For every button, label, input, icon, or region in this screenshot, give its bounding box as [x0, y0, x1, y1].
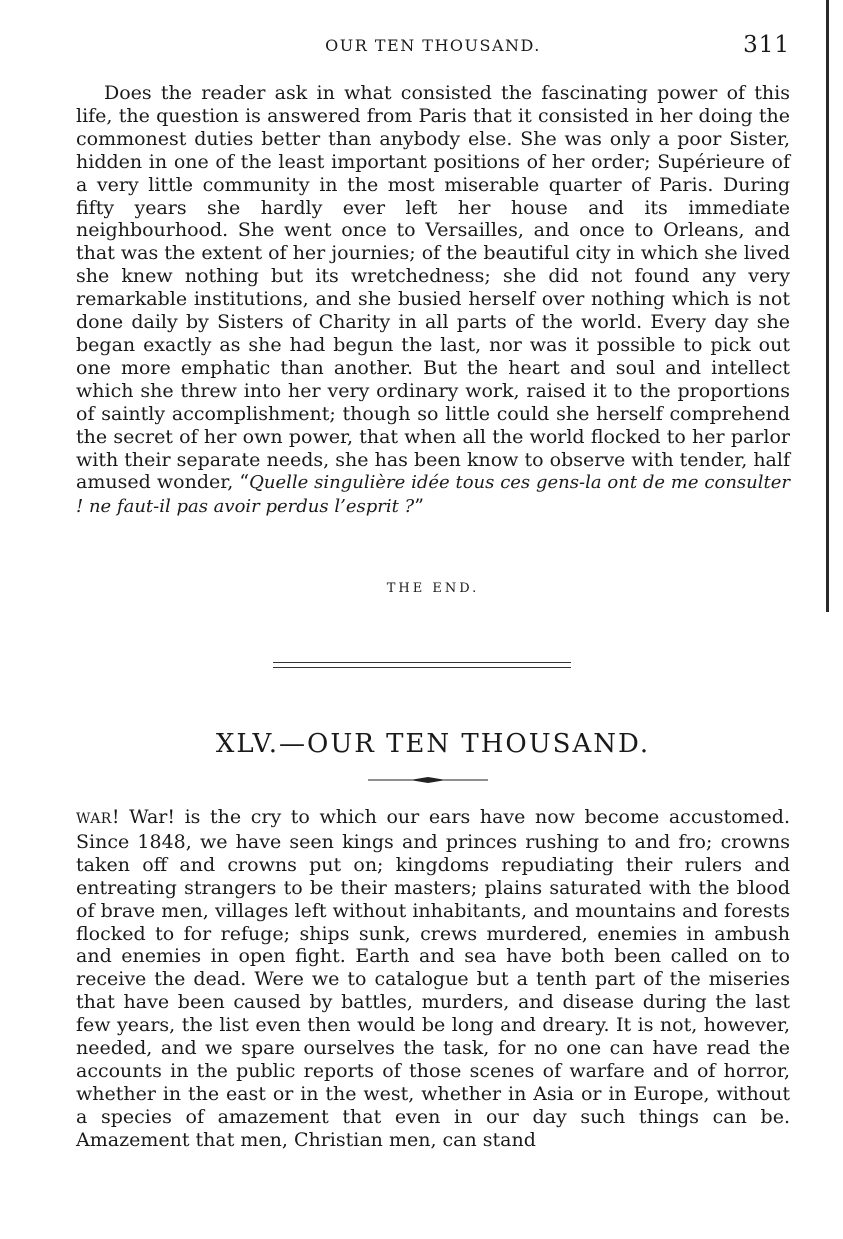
quote-close: ” — [414, 495, 424, 518]
scan-edge-line — [826, 0, 829, 612]
chapter-title: XLV.—OUR TEN THOUSAND. — [215, 729, 651, 759]
divider-line-bottom — [273, 667, 571, 668]
the-end-label: THE END. — [386, 581, 480, 596]
paragraph-sister — [76, 82, 790, 519]
ornament-rule-icon — [368, 774, 488, 786]
opening-word: WAR — [76, 811, 112, 827]
running-head: OUR TEN THOUSAND. — [325, 36, 541, 55]
section-divider — [273, 662, 571, 668]
paragraph-war — [76, 806, 790, 1152]
paragraph-sister-text: Does the reader ask in what consisted the fascinating power of this life, the question is answered from Paris that it consisted in her doing the commonest duties better than anybody else. She was only a poor Sister, hidden in one of the least important positions of her order; Supérieure of a very little community in the most miserable quarter of Paris. During fifty years she hardly ever left her house and its immediate neighbourhood. She went once to Versailles, and once to Orleans, and that was the extent of her journies; of the beautiful city in which she lived she knew nothing but its wretchedness; she did not found any very remarkable institutions, and she busied herself over nothing which is not done daily by Sisters of Charity in all parts of the world. Every day she began exactly as she had begun the last, nor was it possible to pick out one more emphatic than another. But the heart and soul and intellect which she threw into her very ordinary work, raised it to the proportions of saintly accomplishment; though so little could she herself comprehend the secret of her own power, that when all the world flocked to her parlor with their separate needs, she has been know to observe with tender, half amused wonder, “ — [76, 82, 790, 494]
page-header — [76, 32, 790, 60]
french-quote: Quelle singulière idée tous ces gens-la ont de me consulter ! ne faut-il pas avoir perdus l’esprit ? — [76, 472, 790, 518]
paragraph-war-text: ! War! is the cry to which our ears have now become accustomed. Since 1848, we have seen kings and princes rushing to and fro; crowns taken off and crowns put on; kingdoms repudiating their rulers and entreating strangers to be their masters; plains saturated with the blood of brave men, villages left without inhabitants, and mountains and forests flocked to for refuge; ships sunk, crews murdered, enemies in ambush and enemies in open fight. Earth and sea have both been called on to receive the dead. Were we to catalogue but a tenth part of the miseries that have been caused by battles, murders, and disease during the last few years, the list even then would be long and dreary. It is not, however, needed, and we spare ourselves the task, for no one can have read the accounts in the public reports of those scenes of warfare and of horror, whether in the east or in the west, whether in Asia or in Europe, without a species of amazement that even in our day such things can be. Amazement that men, Christian men, can stand — [76, 806, 790, 1151]
divider-line-top — [273, 662, 571, 663]
page-number: 311 — [743, 32, 790, 58]
